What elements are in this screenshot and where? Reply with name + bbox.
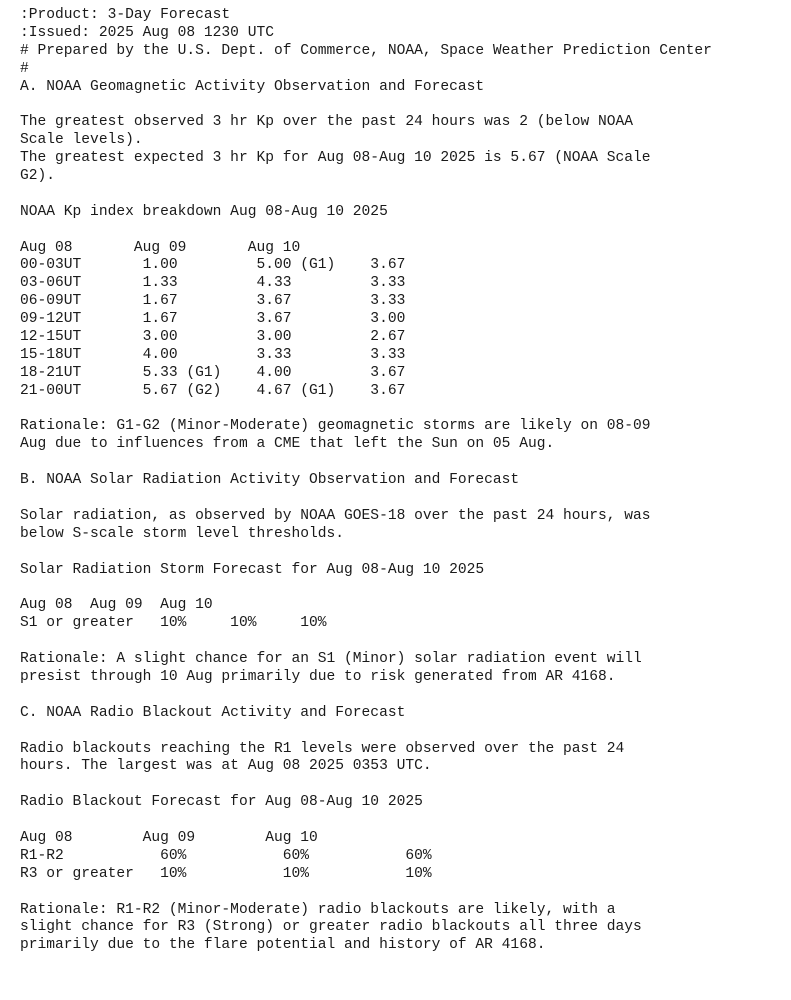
document-line: 12-15UT 3.00 3.00 2.67 — [20, 329, 406, 346]
document-line — [20, 633, 712, 651]
document-line: The greatest observed 3 hr Kp over the past 24 hours was 2 (below NOAA — [20, 114, 634, 131]
document-line — [20, 222, 712, 240]
document-line: 09-12UT 1.67 3.67 3.00 — [20, 311, 406, 328]
document-line — [20, 580, 712, 598]
document-line: Radio blackouts reaching the R1 levels were observed over the past 24 — [20, 740, 625, 757]
document-line: Scale levels). — [20, 132, 143, 149]
document-line: The greatest expected 3 hr Kp for Aug 08-Aug 10 2025 is 5.67 (NOAA Scale — [20, 150, 651, 167]
document-line: R3 or greater 10% 10% 10% — [20, 865, 432, 882]
document-line: 18-21UT 5.33 (G1) 4.00 3.67 — [20, 364, 406, 381]
document-line — [20, 490, 712, 508]
document-line: :Product: 3-Day Forecast — [20, 7, 231, 23]
document-line: 06-09UT 1.67 3.67 3.33 — [20, 293, 406, 310]
document-line — [20, 687, 712, 705]
document-line: C. NOAA Radio Blackout Activity and Forecast — [20, 704, 406, 721]
document-line: # — [20, 60, 29, 77]
document-line: 21-00UT 5.67 (G2) 4.67 (G1) 3.67 — [20, 382, 406, 399]
document-line: A. NOAA Geomagnetic Activity Observation and Forecast — [20, 78, 485, 95]
document-line: 03-06UT 1.33 4.33 3.33 — [20, 275, 406, 292]
document-line: G2). — [20, 168, 56, 185]
document-line: Solar Radiation Storm Forecast for Aug 08-Aug 10 2025 — [20, 561, 485, 578]
document-line: hours. The largest was at Aug 08 2025 0353 UTC. — [20, 758, 432, 775]
document-line: NOAA Kp index breakdown Aug 08-Aug 10 2025 — [20, 203, 388, 220]
document-line — [20, 401, 712, 419]
document-line — [20, 544, 712, 562]
document-line — [20, 812, 712, 830]
document-line: presist through 10 Aug primarily due to risk generated from AR 4168. — [20, 668, 616, 685]
document-line — [20, 186, 712, 204]
document-line: 00-03UT 1.00 5.00 (G1) 3.67 — [20, 257, 406, 274]
document-line: R1-R2 60% 60% 60% — [20, 847, 432, 864]
document-line: Aug 08 Aug 09 Aug 10 — [20, 239, 301, 256]
document-line: Rationale: A slight chance for an S1 (Minor) solar radiation event will — [20, 651, 642, 668]
document-line: B. NOAA Solar Radiation Activity Observation and Forecast — [20, 472, 520, 489]
document-line — [20, 96, 712, 114]
document-line: S1 or greater 10% 10% 10% — [20, 615, 327, 632]
document-line: Aug due to influences from a CME that left the Sun on 05 Aug. — [20, 436, 555, 453]
forecast-document — [20, 7, 712, 955]
document-line: Radio Blackout Forecast for Aug 08-Aug 10 2025 — [20, 794, 423, 811]
document-line: slight chance for R3 (Strong) or greater radio blackouts all three days — [20, 919, 642, 936]
document-line: :Issued: 2025 Aug 08 1230 UTC — [20, 24, 274, 41]
document-line: Aug 08 Aug 09 Aug 10 — [20, 829, 318, 846]
document-line: # Prepared by the U.S. Dept. of Commerce, NOAA, Space Weather Prediction Center — [20, 42, 712, 59]
document-line — [20, 776, 712, 794]
document-line — [20, 454, 712, 472]
document-line — [20, 884, 712, 902]
document-line — [20, 723, 712, 741]
document-line: below S-scale storm level thresholds. — [20, 525, 345, 542]
document-line: 15-18UT 4.00 3.33 3.33 — [20, 346, 406, 363]
document-line: Aug 08 Aug 09 Aug 10 — [20, 597, 213, 614]
document-line: primarily due to the flare potential and history of AR 4168. — [20, 937, 546, 954]
document-line: Rationale: R1-R2 (Minor-Moderate) radio blackouts are likely, with a — [20, 901, 616, 918]
document-line: Solar radiation, as observed by NOAA GOES-18 over the past 24 hours, was — [20, 507, 651, 524]
document-line: Rationale: G1-G2 (Minor-Moderate) geomagnetic storms are likely on 08-09 — [20, 418, 651, 435]
